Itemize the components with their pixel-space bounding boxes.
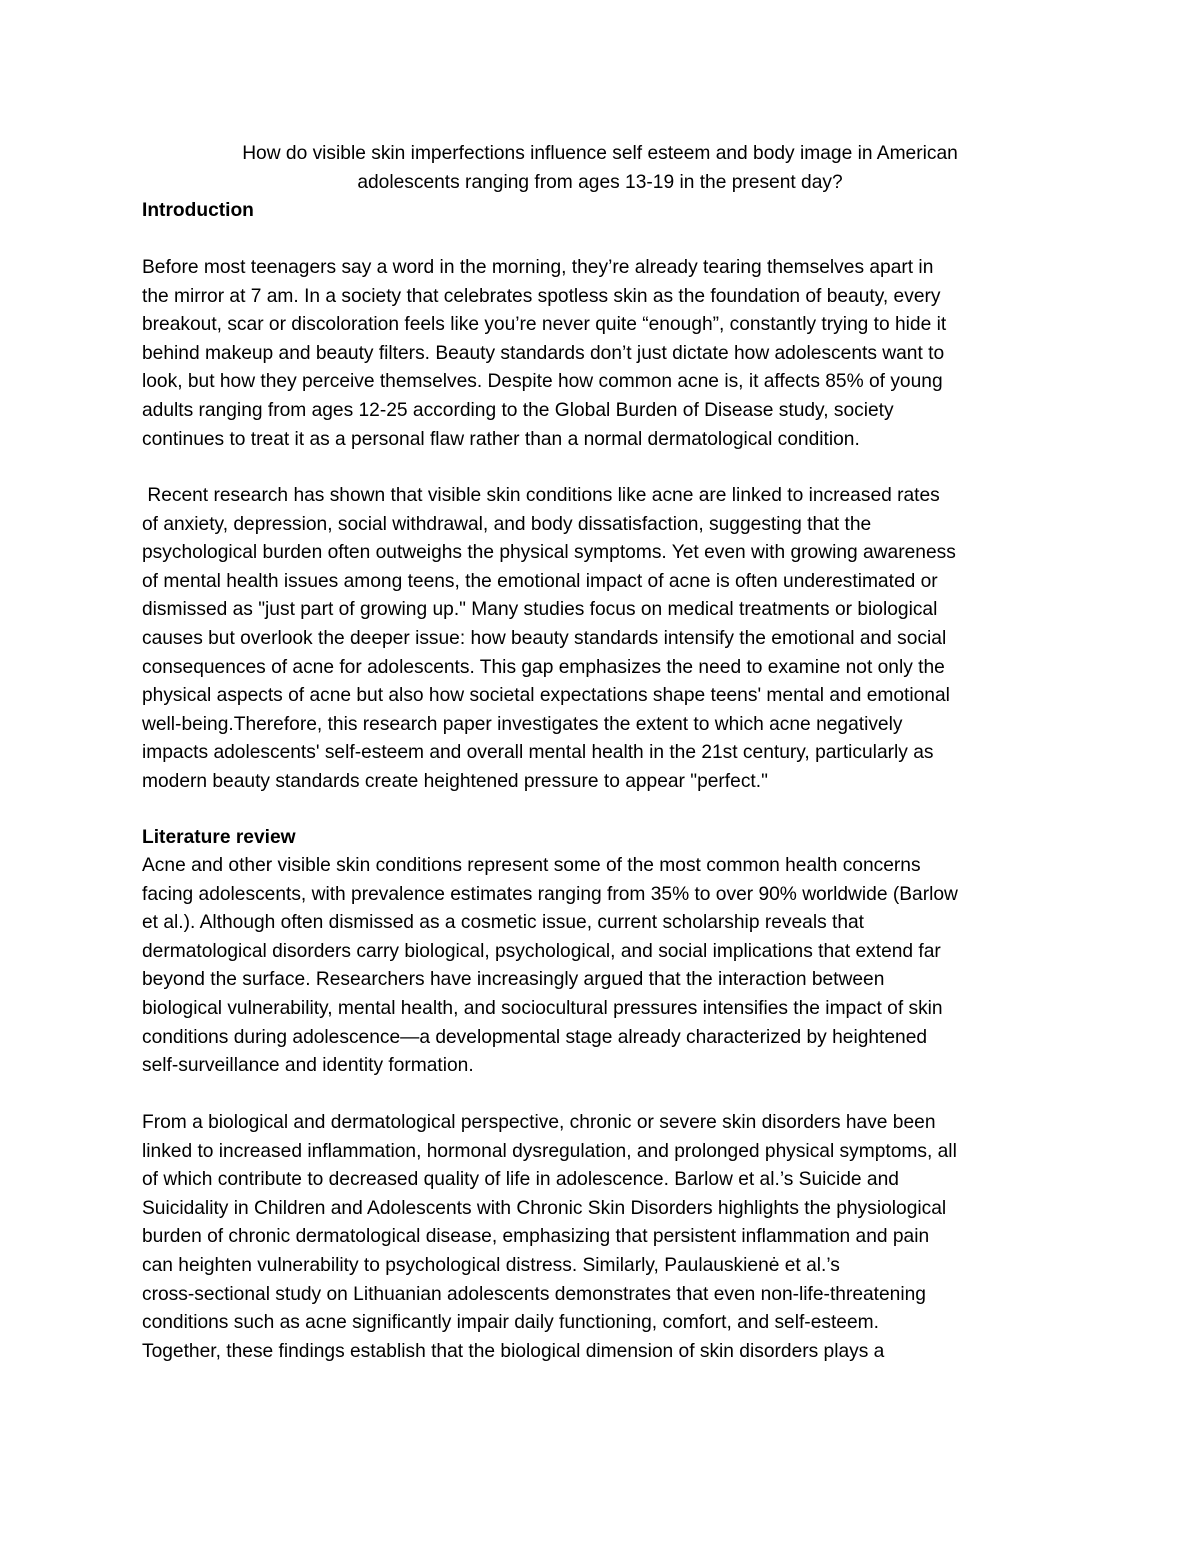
introduction-paragraph-1 (142, 254, 1082, 454)
paragraph-line: causes but overlook the deeper issue: how beauty standards intensify the emotional and social (142, 627, 947, 649)
paragraph-line: impacts adolescents' self-esteem and overall mental health in the 21st century, particularly as (142, 742, 934, 764)
paragraph-line: Together, these findings establish that the biological dimension of skin disorders plays a (142, 1340, 885, 1362)
paragraph-line: psychological burden often outweighs the physical symptoms. Yet even with growing awareness (142, 542, 956, 564)
paragraph-line: burden of chronic dermatological disease, emphasizing that persistent inflammation and pain (142, 1226, 930, 1248)
paragraph-line: of which contribute to decreased quality of life in adolescence. Barlow et al.’s Suicide and (142, 1169, 899, 1191)
introduction-paragraph-2 (142, 482, 1082, 797)
paragraph-line: Acne and other visible skin conditions represent some of the most common health concerns (142, 855, 921, 876)
paragraph-line: et al.). Although often dismissed as a cosmetic issue, current scholarship reveals that (142, 912, 865, 934)
document-title (140, 140, 1060, 197)
paragraph-line: beyond the surface. Researchers have increasingly argued that the interaction between (142, 969, 885, 991)
introduction-heading: Introduction (142, 200, 254, 221)
paragraph-line: continues to treat it as a personal flaw rather than a normal dermatological condition. (142, 428, 860, 450)
paragraph-line: modern beauty standards create heightened pressure to appear "perfect." (142, 770, 768, 792)
literature-review-paragraph-1 (142, 852, 1082, 1081)
introduction-section (142, 197, 1082, 226)
paragraph-line: dismissed as "just part of growing up." Many studies focus on medical treatments or biological (142, 599, 938, 621)
literature-review-paragraph-2 (142, 1109, 1082, 1366)
paragraph-line: Recent research has shown that visible skin conditions like acne are linked to increased rates (142, 485, 940, 506)
paragraph-line: physical aspects of acne but also how societal expectations shape teens' mental and emotional (142, 685, 950, 707)
paragraph-line: behind makeup and beauty filters. Beauty standards don’t just dictate how adolescents want to (142, 342, 945, 364)
paragraph-line: well-being.Therefore, this research paper investigates the extent to which acne negatively (142, 713, 903, 735)
paragraph-line: adults ranging from ages 12-25 according to the Global Burden of Disease study, society (142, 399, 894, 421)
paragraph-line: facing adolescents, with prevalence estimates ranging from 35% to over 90% worldwide (Barlow (142, 883, 958, 905)
paragraph-line: look, but how they perceive themselves. Despite how common acne is, it affects 85% of young (142, 371, 943, 393)
paragraph-line: of mental health issues among teens, the emotional impact of acne is often underestimated or (142, 570, 938, 592)
paragraph-line: dermatological disorders carry biological, psychological, and social implications that extend far (142, 940, 941, 962)
paragraph-line: self-surveillance and identity formation. (142, 1055, 474, 1077)
title-line: How do visible skin imperfections influence self esteem and body image in American (242, 143, 958, 164)
paragraph-line: Suicidality in Children and Adolescents with Chronic Skin Disorders highlights the physiological (142, 1197, 947, 1219)
paragraph-line: conditions during adolescence—a developmental stage already characterized by heightened (142, 1026, 928, 1048)
literature-review-section (142, 824, 1082, 853)
paragraph-line: From a biological and dermatological perspective, chronic or severe skin disorders have been (142, 1112, 936, 1133)
paragraph-line: breakout, scar or discoloration feels like you’re never quite “enough”, constantly trying to hide it (142, 314, 947, 336)
paragraph-line: cross-sectional study on Lithuanian adolescents demonstrates that even non-life-threatening (142, 1283, 926, 1305)
paragraph-line: consequences of acne for adolescents. This gap emphasizes the need to examine not only the (142, 656, 945, 678)
paragraph-line: Before most teenagers say a word in the morning, they’re already tearing themselves apart in (142, 257, 934, 278)
literature-review-heading: Literature review (142, 827, 296, 848)
paragraph-line: the mirror at 7 am. In a society that celebrates spotless skin as the foundation of beauty, every (142, 285, 941, 307)
paragraph-line: linked to increased inflammation, hormonal dysregulation, and prolonged physical symptoms, all (142, 1140, 957, 1162)
paragraph-line: biological vulnerability, mental health, and sociocultural pressures intensifies the impact of skin (142, 997, 943, 1019)
title-line: adolescents ranging from ages 13-19 in the present day? (357, 171, 843, 193)
paragraph-line: of anxiety, depression, social withdrawal, and body dissatisfaction, suggesting that the (142, 513, 872, 535)
paragraph-line: conditions such as acne significantly impair daily functioning, comfort, and self-esteem. (142, 1312, 879, 1334)
paragraph-line: can heighten vulnerability to psychological distress. Similarly, Paulauskienė et al.’s (142, 1254, 840, 1276)
